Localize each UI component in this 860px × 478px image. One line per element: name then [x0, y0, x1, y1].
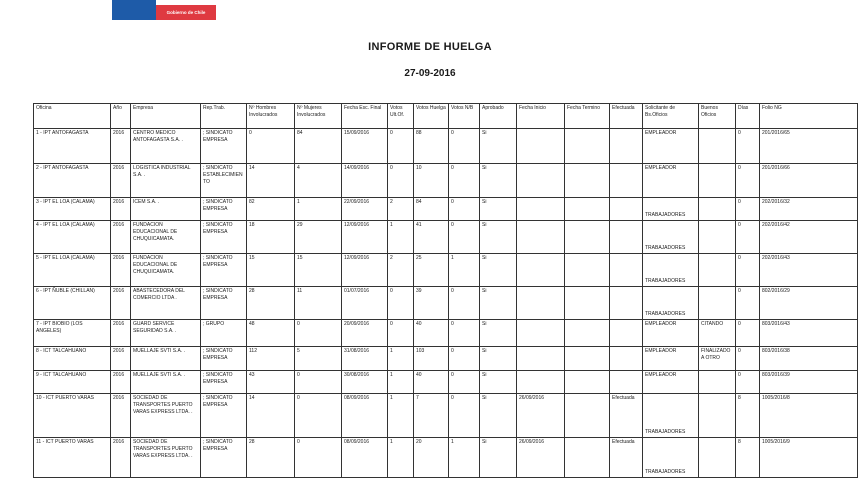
table-cell: FUNDACION EDUCACIONAL DE CHUQUICAMATA.	[131, 221, 201, 254]
table-cell: 5	[295, 347, 342, 371]
table-cell: 803/2016/43	[760, 320, 858, 347]
table-cell: 12/09/2016	[342, 221, 388, 254]
table-cell: ; SINDICATO EMPRESA	[201, 438, 247, 478]
table-cell: 8	[736, 394, 760, 438]
table-cell: 0	[736, 287, 760, 320]
table-cell	[517, 221, 565, 254]
table-cell: EMPLEADOR	[643, 129, 699, 164]
table-cell: TRABAJADORES	[643, 394, 699, 438]
table-row	[34, 371, 858, 394]
table-cell: 4	[295, 164, 342, 198]
table-cell: 802/2016/29	[760, 287, 858, 320]
table-cell: 41	[414, 221, 449, 254]
table-cell: 0	[449, 320, 480, 347]
table-cell: 0	[736, 320, 760, 347]
table-cell: MUELLAJE SVTI S.A. .	[131, 371, 201, 394]
table-cell: FUNDACION EDUCACIONAL DE CHUQUICAMATA.	[131, 254, 201, 287]
table-cell: 2016	[111, 320, 131, 347]
table-cell: 7 - IPT BIOBIO (LOS ANGELES)	[34, 320, 111, 347]
table-header-cell: Fecha Esc. Final	[342, 104, 388, 129]
table-cell: 0	[736, 221, 760, 254]
table-header-cell: Oficina	[34, 104, 111, 129]
table-cell	[610, 347, 643, 371]
table-cell: 43	[247, 371, 295, 394]
table-cell: ; SINDICATO ESTABLECIMIENTO	[201, 164, 247, 198]
table-cell: 1	[388, 438, 414, 478]
table-cell: 1	[295, 198, 342, 221]
table-cell: FINALIZADO A OTRO	[699, 347, 736, 371]
table-cell: 08/09/2016	[342, 394, 388, 438]
table-cell	[699, 164, 736, 198]
table-header-cell: Efectuada	[610, 104, 643, 129]
table-cell: 2016	[111, 221, 131, 254]
table-cell: 0	[247, 129, 295, 164]
table-row	[34, 254, 858, 287]
strike-report-table	[33, 103, 858, 478]
table-cell: 14	[247, 164, 295, 198]
table-cell: Si	[480, 164, 517, 198]
table-cell: 0	[388, 287, 414, 320]
table-cell	[610, 221, 643, 254]
table-cell: 28	[247, 438, 295, 478]
table-cell: 20	[414, 438, 449, 478]
table-cell: Si	[480, 394, 517, 438]
table-cell: 5 - IPT EL LOA (CALAMA)	[34, 254, 111, 287]
table-cell	[699, 198, 736, 221]
table-cell: 0	[295, 371, 342, 394]
table-cell: 9 - ICT TALCAHUANO	[34, 371, 111, 394]
table-cell: 1	[388, 347, 414, 371]
table-cell	[565, 394, 610, 438]
table-cell: 10 - ICT PUERTO VARAS	[34, 394, 111, 438]
table-cell: 1	[388, 394, 414, 438]
table-cell: 11 - ICT PUERTO VARAS	[34, 438, 111, 478]
table-row	[34, 198, 858, 221]
table-cell: 15	[247, 254, 295, 287]
table-cell: 0	[449, 198, 480, 221]
table-cell: MUELLAJE SVTI S.A. .	[131, 347, 201, 371]
table-cell	[517, 371, 565, 394]
table-cell: 201/2016/65	[760, 129, 858, 164]
table-cell	[610, 287, 643, 320]
table-cell	[517, 287, 565, 320]
table-cell: 0	[449, 221, 480, 254]
table-cell	[565, 320, 610, 347]
table-cell: 202/2016/42	[760, 221, 858, 254]
table-cell: 2	[388, 254, 414, 287]
table-cell: EMPLEADOR	[643, 320, 699, 347]
table-row	[34, 164, 858, 198]
table-cell: 26/09/2016	[517, 394, 565, 438]
table-cell: 0	[295, 438, 342, 478]
logo-red-block	[156, 5, 216, 20]
table-cell	[565, 438, 610, 478]
table-cell: 48	[247, 320, 295, 347]
table-cell: 26/09/2016	[517, 438, 565, 478]
table-cell: 112	[247, 347, 295, 371]
table-cell: 8	[736, 438, 760, 478]
table-cell: Efectuada	[610, 394, 643, 438]
logo-text: Gobierno de Chile	[166, 10, 206, 15]
table-cell	[699, 394, 736, 438]
table-cell: 1	[449, 254, 480, 287]
table-cell: 11	[295, 287, 342, 320]
table-cell: 0	[736, 129, 760, 164]
table-cell	[517, 129, 565, 164]
table-row	[34, 129, 858, 164]
table-cell: EMPLEADOR	[643, 347, 699, 371]
table-cell: SOCIEDAD DE TRANSPORTES PUERTO VARAS EXPRESS LTDA. .	[131, 394, 201, 438]
table-cell	[565, 129, 610, 164]
table-cell: 2016	[111, 287, 131, 320]
table-row	[34, 320, 858, 347]
table-cell: ; SINDICATO EMPRESA	[201, 254, 247, 287]
table-cell	[610, 164, 643, 198]
table-cell: 25	[414, 254, 449, 287]
table-cell: Si	[480, 347, 517, 371]
table-cell: 1	[449, 438, 480, 478]
table-cell: 31/08/2016	[342, 347, 388, 371]
table-cell: 803/2016/38	[760, 347, 858, 371]
table-cell: 0	[449, 371, 480, 394]
table-cell: 0	[295, 320, 342, 347]
table-cell	[565, 371, 610, 394]
table-row	[34, 347, 858, 371]
table-cell: 84	[414, 198, 449, 221]
table-cell: 18	[247, 221, 295, 254]
table-cell: 7	[414, 394, 449, 438]
table-cell: 0	[736, 347, 760, 371]
table-cell: 8 - ICT TALCAHUANO	[34, 347, 111, 371]
table-cell: EMPLEADOR	[643, 164, 699, 198]
table-header-cell: Folio NG	[760, 104, 858, 129]
table-cell: 12/09/2016	[342, 254, 388, 287]
table-cell: 201/2016/66	[760, 164, 858, 198]
table-cell: 1	[388, 371, 414, 394]
table-header-cell: Empresa	[131, 104, 201, 129]
table-body	[34, 129, 858, 478]
table-cell: Si	[480, 198, 517, 221]
table-cell	[610, 198, 643, 221]
table-cell: ; SINDICATO EMPRESA	[201, 287, 247, 320]
table-header-cell: Votos Huelga	[414, 104, 449, 129]
table-header-cell: Nº Hombres Involucrados	[247, 104, 295, 129]
table-cell	[699, 287, 736, 320]
table-cell	[699, 438, 736, 478]
table-header-cell: Fecha Termino	[565, 104, 610, 129]
table-cell: TRABAJADORES	[643, 438, 699, 478]
table-cell: 82	[247, 198, 295, 221]
table-cell: 2016	[111, 129, 131, 164]
table-cell	[699, 129, 736, 164]
table-cell: 10	[414, 164, 449, 198]
table-header-cell: Nº Mujeres Involucrados	[295, 104, 342, 129]
table-cell: ; SINDICATO EMPRESA	[201, 347, 247, 371]
table-header-cell: Días	[736, 104, 760, 129]
table-cell: 0	[449, 129, 480, 164]
table-cell: 2016	[111, 371, 131, 394]
table-cell: 1005/2016/8	[760, 394, 858, 438]
table-cell: TRABAJADORES	[643, 254, 699, 287]
table-cell: 2016	[111, 254, 131, 287]
table-cell: CENTRO MEDICO ANTOFAGASTA S.A. .	[131, 129, 201, 164]
table-cell: GUARD SERVICE SEGURIDAD S.A. .	[131, 320, 201, 347]
table-cell: 202/2016/32	[760, 198, 858, 221]
table-cell: 2016	[111, 198, 131, 221]
table-cell: 40	[414, 371, 449, 394]
table-cell: 0	[449, 287, 480, 320]
table-cell: 4 - IPT EL LOA (CALAMA)	[34, 221, 111, 254]
table-cell: ; SINDICATO EMPRESA	[201, 221, 247, 254]
table-cell: 1	[388, 221, 414, 254]
table-header-cell: Fecha Inicio	[517, 104, 565, 129]
table-cell: 0	[736, 198, 760, 221]
table-cell: 88	[414, 129, 449, 164]
table-cell: 2	[388, 198, 414, 221]
table-cell: 39	[414, 287, 449, 320]
table-cell: 14	[247, 394, 295, 438]
table-cell: 0	[388, 164, 414, 198]
table-cell: 0	[449, 394, 480, 438]
table-cell	[565, 221, 610, 254]
table-cell: EMPLEADOR	[643, 371, 699, 394]
logo-blue-block	[112, 0, 156, 20]
table-header-cell: Buenos Oficios	[699, 104, 736, 129]
table-cell: 202/2016/43	[760, 254, 858, 287]
table-cell	[517, 347, 565, 371]
table-cell: 1005/2016/9	[760, 438, 858, 478]
table-cell: 2 - IPT ANTOFAGASTA	[34, 164, 111, 198]
table-cell: 103	[414, 347, 449, 371]
table-cell: 1 - IPT ANTOFAGASTA	[34, 129, 111, 164]
table-cell: ICEM S.A. .	[131, 198, 201, 221]
table-cell: ; SINDICATO EMPRESA	[201, 371, 247, 394]
table-cell: 14/09/2016	[342, 164, 388, 198]
table-cell: Si	[480, 371, 517, 394]
table-cell	[610, 371, 643, 394]
table-header-cell: Solicitante de Bs.Oficios	[643, 104, 699, 129]
table-cell	[517, 198, 565, 221]
report-date: 27-09-2016	[404, 68, 456, 79]
table-cell: 84	[295, 129, 342, 164]
table-cell: TRABAJADORES	[643, 198, 699, 221]
table-cell	[565, 287, 610, 320]
table-cell: 30/08/2016	[342, 371, 388, 394]
table-cell: 6 - IPT ÑUBLE (CHILLAN)	[34, 287, 111, 320]
table-cell	[610, 320, 643, 347]
table-cell: 22/09/2016	[342, 198, 388, 221]
table-cell: ; SINDICATO EMPRESA	[201, 394, 247, 438]
table-cell	[565, 198, 610, 221]
table-cell: Si	[480, 129, 517, 164]
table-cell: ABASTECEDORA DEL COMERCIO LTDA .	[131, 287, 201, 320]
table-cell: CITANDO	[699, 320, 736, 347]
table-cell: 2016	[111, 164, 131, 198]
report-title: INFORME DE HUELGA	[368, 41, 492, 53]
table-cell	[699, 254, 736, 287]
table-cell: 0	[388, 129, 414, 164]
table-cell: TRABAJADORES	[643, 221, 699, 254]
table-cell: 0	[736, 371, 760, 394]
table-header-cell: Votos Ult.Of.	[388, 104, 414, 129]
table-cell: 29	[295, 221, 342, 254]
table-cell	[517, 164, 565, 198]
table-cell: SOCIEDAD DE TRANSPORTES PUERTO VARAS EXPRESS LTDA. .	[131, 438, 201, 478]
table-cell: 15	[295, 254, 342, 287]
table-cell: Si	[480, 221, 517, 254]
table-cell: 0	[449, 164, 480, 198]
table-cell	[565, 164, 610, 198]
table-cell: Si	[480, 287, 517, 320]
table-cell: Si	[480, 254, 517, 287]
table-cell: Si	[480, 438, 517, 478]
table-row	[34, 221, 858, 254]
table-cell: Si	[480, 320, 517, 347]
table-cell: 0	[736, 164, 760, 198]
table-cell: ; SINDICATO EMPRESA	[201, 198, 247, 221]
table-cell: 2016	[111, 394, 131, 438]
table-header-cell: Aprobado	[480, 104, 517, 129]
table-cell: 28	[247, 287, 295, 320]
table-cell: 15/09/2016	[342, 129, 388, 164]
table-row	[34, 438, 858, 478]
table-header-row	[34, 104, 858, 129]
table-cell: 803/2016/39	[760, 371, 858, 394]
table-header-cell: Año	[111, 104, 131, 129]
table-cell: ; SINDICATO EMPRESA	[201, 129, 247, 164]
table-cell: 20/09/2016	[342, 320, 388, 347]
table-cell: 0	[449, 347, 480, 371]
table-header-cell: Rep.Trab.	[201, 104, 247, 129]
table-cell: 3 - IPT EL LOA (CALAMA)	[34, 198, 111, 221]
table-cell: 01/07/2016	[342, 287, 388, 320]
table-cell	[610, 254, 643, 287]
table-header	[34, 104, 858, 129]
table-cell	[699, 221, 736, 254]
table-cell: 0	[388, 320, 414, 347]
table-cell: 2016	[111, 438, 131, 478]
table-cell: 08/09/2016	[342, 438, 388, 478]
table-cell: 40	[414, 320, 449, 347]
table-cell: TRABAJADORES	[643, 287, 699, 320]
table-cell: LOGISTICA INDUSTRIAL S.A. .	[131, 164, 201, 198]
table-cell: Efectuada	[610, 438, 643, 478]
table-row	[34, 394, 858, 438]
table-cell	[565, 347, 610, 371]
table-cell	[517, 320, 565, 347]
table-header-cell: Votos N/B	[449, 104, 480, 129]
table-cell	[565, 254, 610, 287]
table-cell	[610, 129, 643, 164]
table-row	[34, 287, 858, 320]
table-cell: 0	[295, 394, 342, 438]
table-cell: 0	[736, 254, 760, 287]
table-cell	[699, 371, 736, 394]
table-cell: 2016	[111, 347, 131, 371]
table-cell: ; GRUPO	[201, 320, 247, 347]
table-cell	[517, 254, 565, 287]
